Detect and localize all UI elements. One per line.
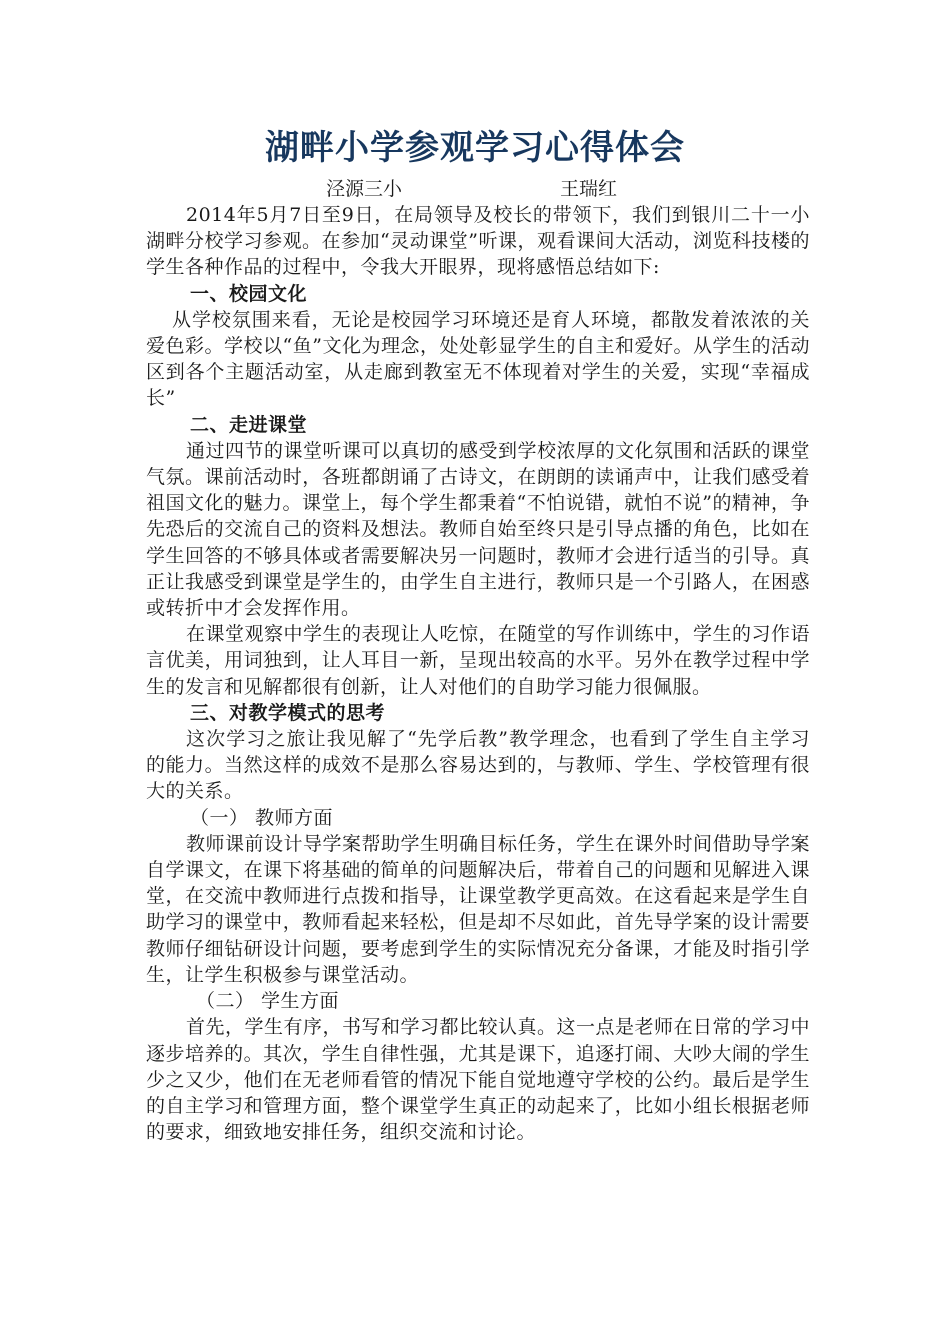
intro-paragraph: 2014年5月7日至9日，在局领导及校长的带领下，我们到银川二十一小湖畔分校学习参观。在参加“灵动课堂”听课，观看课间大活动，浏览科技楼的学生各种作品的过程中，令我大开眼界，现将感悟总结如下: bbox=[146, 204, 810, 279]
section-heading-campus-culture: 一、校园文化 bbox=[190, 282, 308, 305]
teaching-model-paragraph: 这次学习之旅让我见解了“先学后教”教学理念，也看到了学生自主学习的能力。当然这样的成效不是那么容易达到的，与教师、学生、学校管理有很大的关系。 bbox=[146, 728, 810, 803]
students-paragraph: 首先，学生有序，书写和学习都比较认真。这一点是老师在日常的学习中逐步培养的。其次，学生自律性强，尤其是课下，追逐打闹、大吵大闹的学生少之又少，他们在无老师看管的情况下能自觉地遵守学校的公约。最后是学生的自主学习和管理方面，整个课堂学生真正的动起来了，比如小组长根据老师的要求，细致地安排任务，组织交流和讨论。 bbox=[146, 1016, 811, 1144]
subsection-heading-teachers: （一） 教师方面 bbox=[190, 806, 334, 829]
byline bbox=[0, 175, 950, 203]
section-heading-teaching-model: 三、对教学模式的思考 bbox=[190, 701, 386, 724]
classroom-paragraph-2: 在课堂观察中学生的表现让人吃惊，在随堂的写作训练中，学生的习作语言优美，用词独到，让人耳目一新，呈现出较高的水平。另外在教学过程中学生的发言和见解都很有创新，让人对他们的自助学习能力很佩服。 bbox=[146, 623, 811, 698]
document-title: 湖畔小学参观学习心得体会 bbox=[265, 128, 685, 168]
classroom-paragraph-1: 通过四节的课堂听课可以真切的感受到学校浓厚的文化氛围和活跃的课堂气氛。课前活动时，各班都朗诵了古诗文，在朗朗的读诵声中，让我们感受着祖国文化的魅力。课堂上，每个学生都秉着“不怕说错，就怕不说”的精神，争先恐后的交流自己的资料及想法。教师自始至终只是引导点播的角色，比如在学生回答的不够具体或者需要解决另一问题时，教师才会进行适当的引导。真正让我感受到课堂是学生的，由学生自主进行，教师只是一个引路人，在困惑或转折中才会发挥作用。 bbox=[146, 439, 811, 620]
teachers-paragraph: 教师课前设计导学案帮助学生明确目标任务，学生在课外时间借助导学案自学课文，在课下将基础的简单的问题解决后，带着自己的问题和见解进入课堂，在交流中教师进行点拨和指导，让课堂教学更高效。在这看起来是学生自助学习的课堂中，教师看起来轻松，但是却不尽如此，首先导学案的设计需要教师仔细钻研设计问题，要考虑到学生的实际情况充分备课，才能及时指引学生，让学生积极参与课堂活动。 bbox=[146, 832, 811, 986]
section-heading-classroom: 二、走进课堂 bbox=[190, 413, 308, 436]
subsection-heading-students: （二） 学生方面 bbox=[196, 990, 340, 1013]
author-school: 泾源三小 bbox=[326, 178, 403, 200]
document-body bbox=[146, 202, 810, 1145]
author-name: 王瑞红 bbox=[560, 178, 618, 200]
campus-culture-paragraph: 从学校氛围来看，无论是校园学习环境还是育人环境，都散发着浓浓的关爱色彩。学校以“鱼”文化为理念，处处彰显学生的自主和爱好。从学生的活动区到各个主题活动室，从走廊到教室无不体现着对学生的关爱，实现“幸福成长” bbox=[146, 308, 810, 410]
